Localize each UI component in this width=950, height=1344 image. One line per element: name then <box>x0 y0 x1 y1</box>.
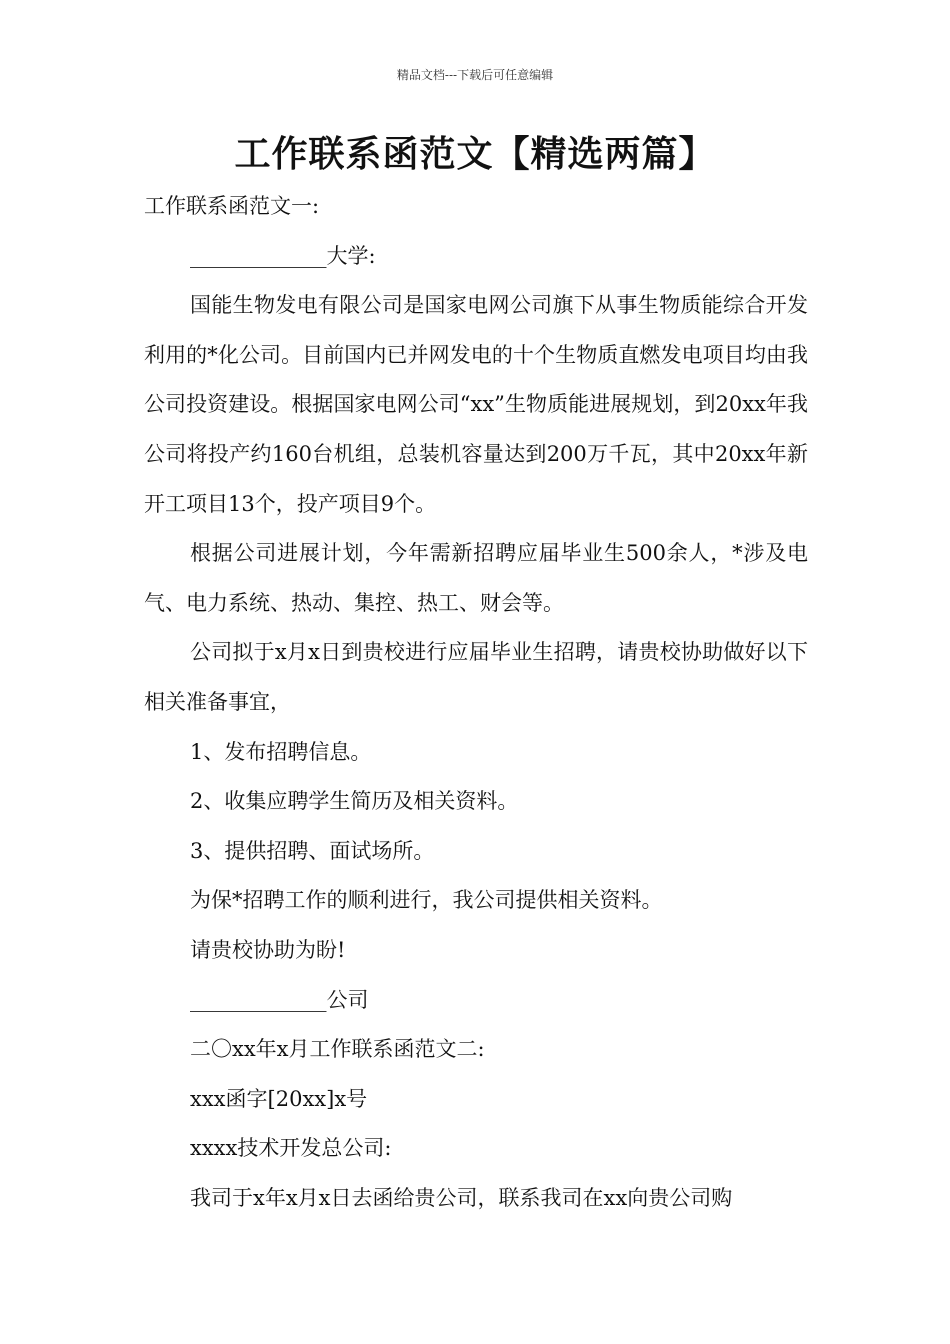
list-item-3: 3、提供招聘、面试场所。 <box>190 838 435 863</box>
list-item-1: 1、发布招聘信息。 <box>190 739 372 764</box>
paragraph-request: 请贵校协助为盼! <box>190 937 346 962</box>
document-body <box>144 182 808 1223</box>
paragraph-company-intro: 国能生物发电有限公司是国家电网公司旗下从事生物质能综合开发利用的*化公司。目前国内已并网发电的十个生物质直燃发电项目均由我公司投资建设。根据国家电网公司“xx”生物质能进展规划，到20xx年我公司将投产约160台机组，总装机容量达到200万千瓦，其中20xx年新开工项目13个，投产项目9个。 <box>144 293 808 516</box>
paragraph-letter-two: 我司于x年x月x日去函给贵公司，联系我司在xx向贵公司购 <box>190 1185 733 1210</box>
salutation-university: _____________大学: <box>190 243 376 268</box>
section-heading-1: 工作联系函范文一: <box>144 194 320 218</box>
date-and-section-heading-2: 二〇xx年x月工作联系函范文二: <box>190 1037 485 1062</box>
header-note: 精品文档---下载后可任意编辑 <box>396 68 554 82</box>
list-item-2: 2、收集应聘学生简历及相关资料。 <box>190 789 519 814</box>
signature-company: _____________公司 <box>190 987 369 1012</box>
paragraph-recruit-plan: 根据公司进展计划，今年需新招聘应届毕业生500余人，*涉及电气、电力系统、热动、集控、热工、财会等。 <box>144 541 808 615</box>
salutation-company: xxxx技术开发总公司: <box>190 1136 392 1161</box>
document-title: 工作联系函范文【精选两篇】 <box>234 133 716 175</box>
paragraph-support: 为保*招聘工作的顺利进行，我公司提供相关资料。 <box>190 888 663 913</box>
letter-number: xxx函字[20xx]x号 <box>190 1086 368 1111</box>
paragraph-recruit-date: 公司拟于x月x日到贵校进行应届毕业生招聘，请贵校协助做好以下相关准备事宜， <box>144 640 808 714</box>
